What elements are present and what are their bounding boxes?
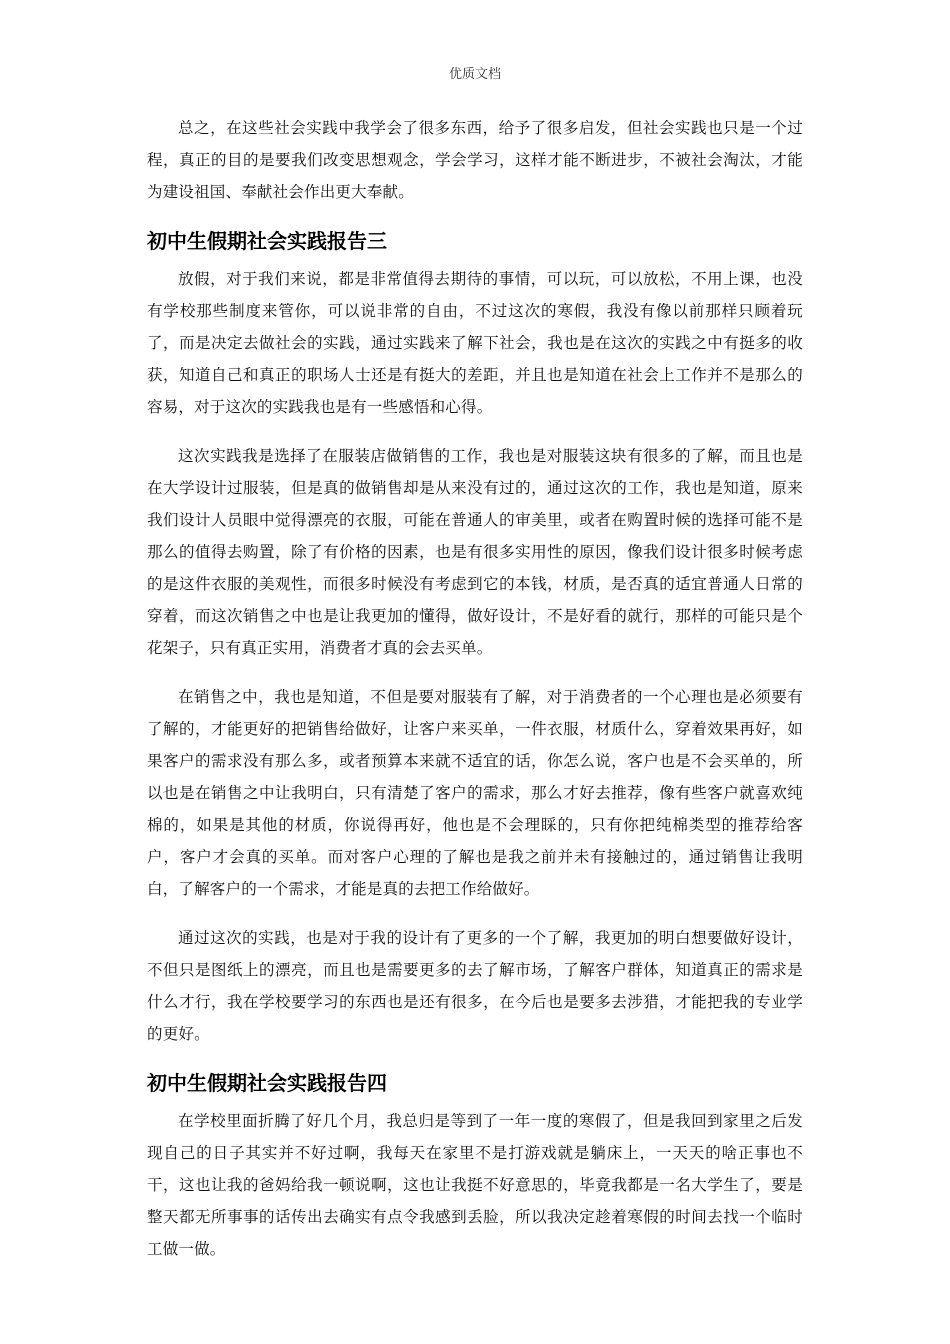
intro-paragraph: 总之，在这些社会实践中我学会了很多东西，给予了很多启发，但社会实践也只是一个过程，真正的目的是要我们改变思想观念，学会学习，这样才能不断进步，不被社会淘汰，才能为建设祖国、奉献社会作出更大奉献。 bbox=[147, 119, 803, 201]
section-title-report3: 初中生假期社会实践报告三 bbox=[147, 229, 387, 253]
report3-paragraph-1: 放假，对于我们来说，都是非常值得去期待的事情，可以玩，可以放松，不用上课，也没有学校那些制度来管你，可以说非常的自由，不过这次的寒假，我没有像以前那样只顾着玩了，而是决定去做社会的实践，通过实践来了解下社会，我也是在这次的实践之中有挺多的收获，知道自己和真正的职场人士还是有挺大的差距，并且也是知道在社会上工作并不是那么的容易，对于这次的实践我也是有一些感悟和心得。 bbox=[147, 270, 803, 416]
section-title-report4: 初中生假期社会实践报告四 bbox=[147, 1071, 387, 1095]
report3-paragraph-4: 通过这次的实践，也是对于我的设计有了更多的一个了解，我更加的明白想要做好设计，不但只是图纸上的漂亮，而且也是需要更多的去了解市场，了解客户群体，知道真正的需求是什么才行，我在学校要学习的东西也是还有很多，在今后也是要多去涉猎，才能把我的专业学的更好。 bbox=[147, 929, 803, 1043]
report3-paragraph-2: 这次实践我是选择了在服装店做销售的工作，我也是对服装这块有很多的了解，而且也是在大学设计过服装，但是真的做销售却是从来没有过的，通过这次的工作，我也是知道，原来我们设计人员眼中觉得漂亮的衣服，可能在普通人的审美里，或者在购置时候的选择可能不是那么的值得去购置，除了有价格的因素，也是有很多实用性的原因，像我们设计很多时候考虑的是这件衣服的美观性，而很多时候没有考虑到它的本钱，材质，是否真的适宜普通人日常的穿着，而这次销售之中也是让我更加的懂得，做好设计，不是好看的就行，那样的可能只是个花架子，只有真正实用，消费者才真的会去买单。 bbox=[147, 447, 803, 657]
document-body bbox=[147, 112, 803, 1282]
report3-paragraph-3: 在销售之中，我也是知道，不但是要对服装有了解，对于消费者的一个心理也是必须要有了解的，才能更好的把销售给做好，让客户来买单，一件衣服，材质什么，穿着效果再好，如果客户的需求没有那么多，或者预算本来就不适宜的话，你怎么说，客户也是不会买单的，所以也是在销售之中让我明白，只有清楚了客户的需求，那么才好去推荐，像有些客户就喜欢纯棉的，如果是其他的材质，你说得再好，他也是不会理睬的，只有你把纯棉类型的推荐给客户，客户才会真的买单。而对客户心理的了解也是我之前并未有接触过的，通过销售让我明白，了解客户的一个需求，才能是真的去把工作给做好。 bbox=[147, 688, 803, 898]
page-header: 优质文档 bbox=[448, 67, 501, 82]
report4-paragraph-1: 在学校里面折腾了好几个月，我总归是等到了一年一度的寒假了，但是我回到家里之后发现自己的日子其实并不好过啊，我每天在家里不是打游戏就是躺床上，一天天的啥正事也不干，这也让我的爸妈给我一顿说啊，这也让我挺不好意思的，毕竟我都是一名大学生了，要是整天都无所事事的话传出去确实有点令我感到丢脸，所以我决定趁着寒假的时间去找一个临时工做一做。 bbox=[147, 1112, 803, 1258]
